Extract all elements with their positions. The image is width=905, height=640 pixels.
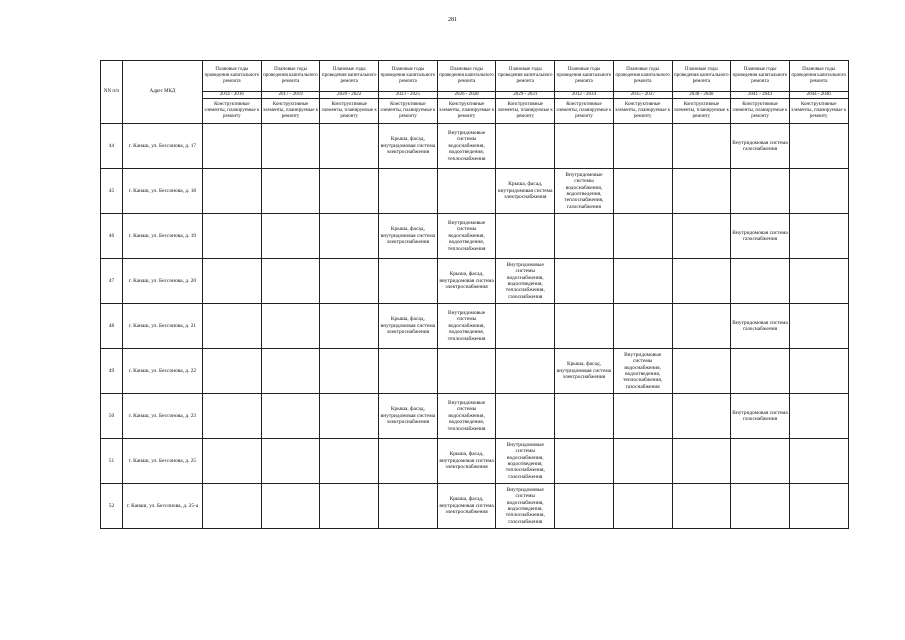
header-planned-years: Плановые годы проведения капитального ремонта: [555, 61, 614, 92]
repair-cell: Внутридомовые системы водоснабжения, водоотведения, теплоснабжения, газоснабжения: [496, 484, 555, 529]
repair-cell: [672, 259, 731, 304]
repair-cell: [496, 124, 555, 169]
table-body: [101, 124, 849, 529]
repair-cell: [555, 214, 614, 259]
row-number: 44: [101, 124, 123, 169]
repair-cell: [672, 214, 731, 259]
repair-cell: [203, 124, 262, 169]
row-address: г. Канаш, ул. Бессонова, д. 25: [123, 439, 203, 484]
page-number: 281: [448, 17, 457, 23]
repair-cell: [496, 304, 555, 349]
header-period: 2041 - 2043: [731, 92, 790, 99]
repair-cell: [379, 439, 438, 484]
row-address: г. Канаш, ул. Бессонова, д. 20: [123, 259, 203, 304]
repair-cell: [672, 304, 731, 349]
table-row: [101, 394, 849, 439]
repair-cell: Внутридомовые системы водоснабжения, водоотведения, теплоснабжения, газоснабжения: [496, 259, 555, 304]
repair-cell: [437, 349, 496, 394]
repair-cell: [613, 394, 672, 439]
table-row: [101, 214, 849, 259]
repair-cell: [203, 214, 262, 259]
repair-cell: Крыша, фасад, внутридомовая система электроснабжения: [437, 259, 496, 304]
header-planned-years: Плановые годы проведения капитального ремонта: [379, 61, 438, 92]
row-number: 48: [101, 304, 123, 349]
repair-cell: [261, 394, 320, 439]
repair-cell: Крыша, фасад, внутридомовая система электроснабжения: [379, 304, 438, 349]
header-period: 2032 - 2034: [555, 92, 614, 99]
repair-cell: [789, 394, 848, 439]
repair-cell: [320, 394, 379, 439]
repair-cell: [789, 214, 848, 259]
header-planned-years: Плановые годы проведения капитального ремонта: [261, 61, 320, 92]
repair-cell: [320, 259, 379, 304]
table-header: [101, 61, 849, 124]
repair-cell: Крыша, фасад, внутридомовая система электроснабжения: [437, 484, 496, 529]
repair-cell: [672, 484, 731, 529]
repair-cell: Крыша, фасад, внутридомовая система электроснабжения: [437, 439, 496, 484]
table-row: [101, 304, 849, 349]
repair-cell: [261, 169, 320, 214]
repair-cell: [672, 124, 731, 169]
header-period: 2044 - 2046: [789, 92, 848, 99]
header-elements: Конструктивные элементы, планируемые к ремонту: [203, 99, 262, 124]
header-address: Адрес МКД: [123, 61, 203, 124]
header-period: 2014 - 2016: [203, 92, 262, 99]
repair-cell: [203, 394, 262, 439]
repair-cell: Крыша, фасад, внутридомовая система электроснабжения: [379, 214, 438, 259]
repair-cell: [731, 259, 790, 304]
repair-cell: [789, 259, 848, 304]
header-elements: Конструктивные элементы, планируемые к ремонту: [261, 99, 320, 124]
table-row: [101, 349, 849, 394]
repair-cell: [789, 439, 848, 484]
repair-cell: [613, 484, 672, 529]
repair-schedule-table: [100, 60, 849, 529]
repair-cell: Внутридомовые системы водоснабжения, водоотведения, теплоснабжения, газоснабжения: [555, 169, 614, 214]
repair-cell: [261, 439, 320, 484]
repair-cell: [731, 439, 790, 484]
repair-cell: [555, 394, 614, 439]
row-address: г. Канаш, ул. Бессонова, д. 23: [123, 394, 203, 439]
row-number: 51: [101, 439, 123, 484]
repair-cell: [261, 214, 320, 259]
repair-cell: Крыша, фасад, внутридомовая система электроснабжения: [379, 124, 438, 169]
repair-cell: [320, 169, 379, 214]
repair-cell: [261, 349, 320, 394]
repair-cell: [496, 394, 555, 439]
row-number: 50: [101, 394, 123, 439]
row-address: г. Канаш, ул. Бессонова, д. 18: [123, 169, 203, 214]
repair-cell: Внутридомовые системы водоснабжения, водоотведения, теплоснабжения, газоснабжения: [496, 439, 555, 484]
repair-cell: [789, 349, 848, 394]
repair-cell: [613, 259, 672, 304]
repair-cell: [203, 169, 262, 214]
repair-cell: [320, 439, 379, 484]
repair-cell: [613, 304, 672, 349]
repair-cell: [320, 484, 379, 529]
repair-cell: [555, 304, 614, 349]
repair-cell: [379, 169, 438, 214]
repair-cell: [261, 259, 320, 304]
header-period: 2020 - 2022: [320, 92, 379, 99]
header-elements: Конструктивные элементы, планируемые к ремонту: [496, 99, 555, 124]
header-period: 2035 - 2037: [613, 92, 672, 99]
repair-cell: [555, 124, 614, 169]
repair-cell: [789, 169, 848, 214]
repair-cell: Внутридомовая система газоснабжения: [731, 124, 790, 169]
header-elements: Конструктивные элементы, планируемые к ремонту: [437, 99, 496, 124]
repair-cell: [203, 484, 262, 529]
header-planned-years: Плановые годы проведения капитального ремонта: [789, 61, 848, 92]
repair-cell: [203, 259, 262, 304]
repair-cell: [203, 304, 262, 349]
repair-cell: [613, 169, 672, 214]
repair-cell: [555, 484, 614, 529]
row-number: 49: [101, 349, 123, 394]
table-row: [101, 169, 849, 214]
repair-cell: [555, 439, 614, 484]
header-elements: Конструктивные элементы, планируемые к ремонту: [555, 99, 614, 124]
repair-cell: [203, 439, 262, 484]
header-elements: Конструктивные элементы, планируемые к ремонту: [672, 99, 731, 124]
header-planned-years: Плановые годы проведения капитального ремонта: [731, 61, 790, 92]
repair-cell: [731, 484, 790, 529]
table-row: [101, 439, 849, 484]
table-row: [101, 484, 849, 529]
header-nn: NN п/п: [101, 61, 123, 124]
header-period: 2023 - 2025: [379, 92, 438, 99]
table-row: [101, 259, 849, 304]
row-address: г. Канаш, ул. Бессонова, д. 21: [123, 304, 203, 349]
header-period: 2026 - 2028: [437, 92, 496, 99]
repair-cell: Крыша, фасад, внутридомовая система электроснабжения: [555, 349, 614, 394]
repair-cell: [379, 349, 438, 394]
repair-cell: Внутридомовые системы водоснабжения, водоотведения, теплоснабжения: [437, 124, 496, 169]
row-number: 45: [101, 169, 123, 214]
header-period: 2038 - 2040: [672, 92, 731, 99]
header-planned-years: Плановые годы проведения капитального ремонта: [496, 61, 555, 92]
table-row: [101, 124, 849, 169]
header-elements: Конструктивные элементы, планируемые к ремонту: [613, 99, 672, 124]
repair-cell: Внутридомовые системы водоснабжения, водоотведения, теплоснабжения: [437, 304, 496, 349]
repair-cell: [379, 484, 438, 529]
header-period: 2029 - 2031: [496, 92, 555, 99]
header-elements: Конструктивные элементы, планируемые к ремонту: [789, 99, 848, 124]
header-period: 2017 - 2019: [261, 92, 320, 99]
repair-cell: [320, 214, 379, 259]
row-address: г. Канаш, ул. Бессонова, д. 17: [123, 124, 203, 169]
repair-cell: Крыша, фасад, внутридомовая система электроснабжения: [496, 169, 555, 214]
repair-cell: [731, 349, 790, 394]
repair-cell: [789, 124, 848, 169]
repair-cell: [261, 484, 320, 529]
repair-cell: [320, 124, 379, 169]
repair-cell: [672, 169, 731, 214]
header-planned-years: Плановые годы проведения капитального ремонта: [437, 61, 496, 92]
header-planned-years: Плановые годы проведения капитального ремонта: [320, 61, 379, 92]
repair-cell: [320, 304, 379, 349]
row-number: 47: [101, 259, 123, 304]
repair-cell: [261, 124, 320, 169]
repair-cell: Внутридомовая система газоснабжения: [731, 214, 790, 259]
repair-cell: Внутридомовые системы водоснабжения, водоотведения, теплоснабжения: [437, 214, 496, 259]
header-elements: Конструктивные элементы, планируемые к ремонту: [379, 99, 438, 124]
repair-cell: Крыша, фасад, внутридомовая система электроснабжения: [379, 394, 438, 439]
row-address: г. Канаш, ул. Бессонова, д. 19: [123, 214, 203, 259]
repair-cell: [613, 439, 672, 484]
repair-cell: Внутридомовые системы водоснабжения, водоотведения, теплоснабжения, газоснабжения: [613, 349, 672, 394]
header-elements: Конструктивные элементы, планируемые к ремонту: [731, 99, 790, 124]
repair-cell: [496, 214, 555, 259]
repair-cell: [731, 169, 790, 214]
repair-cell: [672, 439, 731, 484]
repair-cell: [672, 394, 731, 439]
header-elements: Конструктивные элементы, планируемые к ремонту: [320, 99, 379, 124]
repair-cell: Внутридомовая система газоснабжения: [731, 304, 790, 349]
header-planned-years: Плановые годы проведения капитального ремонта: [613, 61, 672, 92]
repair-cell: [496, 349, 555, 394]
row-number: 46: [101, 214, 123, 259]
repair-cell: [789, 484, 848, 529]
row-address: г. Канаш, ул. Бессонова, д. 22: [123, 349, 203, 394]
repair-cell: Внутридомовая система газоснабжения: [731, 394, 790, 439]
row-address: г. Канаш, ул. Бессонова, д. 25-а: [123, 484, 203, 529]
repair-cell: [613, 214, 672, 259]
repair-cell: [379, 259, 438, 304]
repair-cell: Внутридомовые системы водоснабжения, водоотведения, теплоснабжения: [437, 394, 496, 439]
header-planned-years: Плановые годы проведения капитального ремонта: [672, 61, 731, 92]
repair-cell: [789, 304, 848, 349]
repair-cell: [437, 169, 496, 214]
repair-cell: [555, 259, 614, 304]
repair-cell: [320, 349, 379, 394]
row-number: 52: [101, 484, 123, 529]
repair-cell: [261, 304, 320, 349]
repair-cell: [672, 349, 731, 394]
header-planned-years: Плановые годы проведения капитального ремонта: [203, 61, 262, 92]
repair-cell: [613, 124, 672, 169]
repair-cell: [203, 349, 262, 394]
